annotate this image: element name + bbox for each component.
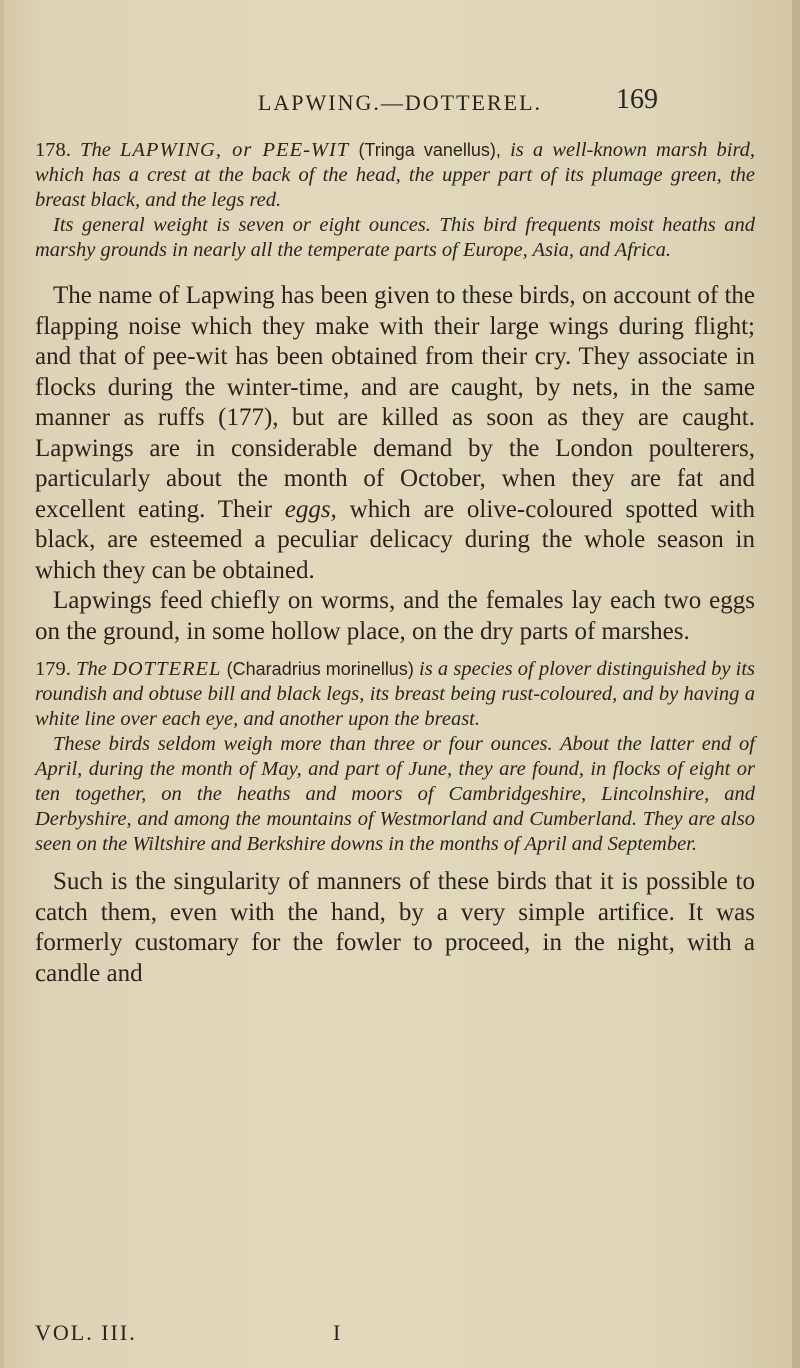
entry-description: is a species of plover distinguished by its roundish and obtuse bill and black legs, its breast being rust-coloured, and by having a white line over each eye, and another upon the breast.: [35, 658, 756, 730]
entry-name: LAPWING, or PEE-WIT: [120, 139, 350, 161]
entry-178-heading: [35, 138, 755, 213]
lapwing-paragraph-1: [35, 281, 755, 586]
page-header: [0, 78, 800, 118]
lapwing-paragraph-2: Lapwings feed chiefly on worms, and the females lay each two eggs on the ground, in some hollow place, on the dry parts of marshes.: [35, 587, 755, 645]
entry-number: 178.: [35, 139, 71, 161]
paragraph-text: The name of Lapwing has been given to these birds, on account of the flapping noise which they make with their large wings during flight; and that of pee-wit has been obtained from their cry. They associate in flocks during the winter-time, and are caught, by nets, in the same manner as ruffs (177), but are killed as soon as they are caught. Lapwings are in considerable demand by the London poulterers, particularly about the month of October, when they are fat and excellent eating. Their: [35, 282, 755, 523]
running-head: LAPWING.—DOTTEREL.: [257, 90, 543, 115]
entry-title-prefix: The: [76, 658, 107, 680]
emphasis-eggs: eggs,: [284, 495, 337, 523]
entry-name: DOTTEREL: [112, 658, 222, 680]
entry-description: is a well-known marsh bird, which has a crest at the back of the head, the upper part of its plumage green, the breast black, and the legs red.: [35, 139, 756, 211]
signature-mark: I: [333, 1320, 341, 1345]
paragraph-text: which are olive-coloured spotted with black, are esteemed a peculiar delicacy during the whole season in which they can be obtained.: [35, 495, 755, 584]
page-number: 169: [616, 84, 658, 115]
entry-latin-name: (Tringa vanellus),: [358, 140, 501, 160]
page-body: [35, 138, 755, 989]
entry-title-prefix: The: [80, 139, 111, 161]
entry-latin-name: (Charadrius morinellus): [226, 659, 414, 679]
page-edge-right: [792, 0, 800, 1368]
entry-number: 179.: [35, 658, 71, 680]
volume-label: VOL. III.: [35, 1320, 137, 1345]
page-footer: [35, 1320, 755, 1350]
dotterel-paragraph-1: Such is the singularity of manners of these birds that it is possible to catch them, even with the hand, by a very simple artifice. It was formerly customary for the fowler to proceed, in the night, with a candle and: [35, 868, 755, 987]
entry-179-note: These birds seldom weigh more than three or four ounces. About the latter end of April, during the month of May, and part of June, they are found, in flocks of eight or ten together, on the heaths and moors of Cambridgeshire, Lincolnshire, and Derbyshire, and among the mountains of Westmorland and Cumberland. They are also seen on the Wiltshire and Berkshire downs in the months of April and September.: [35, 733, 755, 855]
entry-178-note: Its general weight is seven or eight ounces. This bird frequents moist heaths and marshy grounds in nearly all the temperate parts of Europe, Asia, and Africa.: [35, 214, 755, 261]
page-edge-left: [0, 0, 4, 1368]
entry-179-heading: [35, 657, 755, 732]
